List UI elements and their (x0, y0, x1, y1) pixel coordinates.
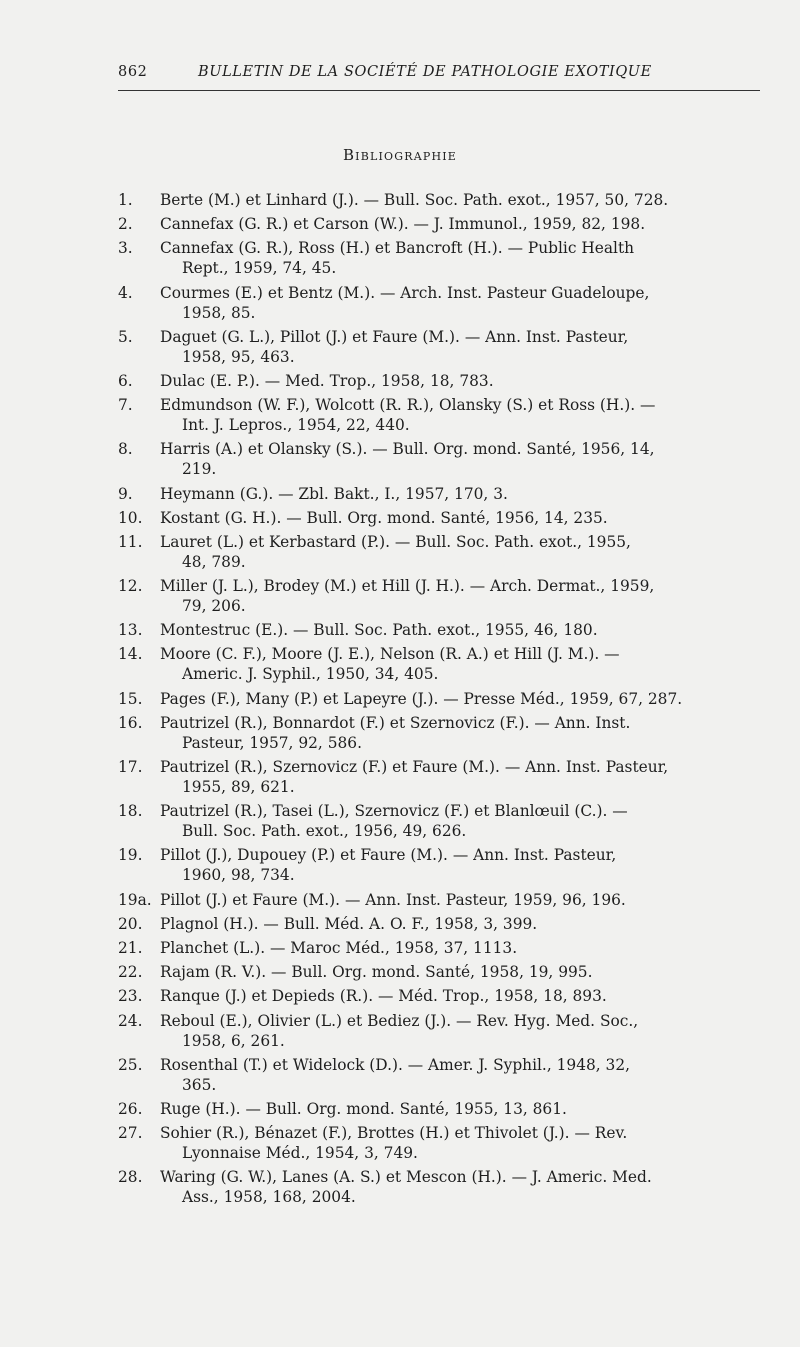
reference-item (118, 190, 758, 210)
reference-text-continued: 1958, 95, 463. (182, 347, 295, 366)
reference-text: Ranque (J.) et Depieds (R.). — Méd. Trop., 1958, 18, 893. (160, 987, 607, 1006)
reference-number: 19a. (118, 890, 152, 909)
reference-item (118, 1055, 758, 1095)
reference-item (118, 283, 758, 323)
reference-item (118, 508, 758, 528)
reference-text-continued: Americ. J. Syphil., 1950, 34, 405. (182, 665, 439, 684)
reference-item (118, 620, 758, 640)
reference-item (118, 1167, 758, 1207)
reference-number: 9. (118, 484, 133, 503)
reference-item (118, 395, 758, 435)
reference-text: Pautrizel (R.), Szernovicz (F.) et Faure (M.). — Ann. Inst. Pasteur, (160, 758, 669, 776)
reference-item (118, 1099, 758, 1119)
reference-item (118, 890, 758, 910)
reference-text: Waring (G. W.), Lanes (A. S.) et Mescon (H.). — J. Americ. Med. (160, 1168, 652, 1187)
reference-text: Moore (C. F.), Moore (J. E.), Nelson (R. A.) et Hill (J. M.). — (160, 645, 620, 664)
reference-item (118, 576, 758, 616)
reference-number: 14. (118, 645, 143, 664)
reference-number: 26. (118, 1099, 143, 1118)
reference-text: Pillot (J.), Dupouey (P.) et Faure (M.). — Ann. Inst. Pasteur, (160, 846, 617, 865)
reference-text: Dulac (E. P.). — Med. Trop., 1958, 18, 783. (160, 371, 494, 390)
reference-number: 23. (118, 987, 143, 1006)
reference-text: Rajam (R. V.). — Bull. Org. mond. Santé, 1958, 19, 995. (160, 963, 593, 982)
reference-text: Daguet (G. L.), Pillot (J.) et Faure (M.). — Ann. Inst. Pasteur, (160, 327, 629, 346)
reference-item (118, 371, 758, 391)
reference-text: Pautrizel (R.), Tasei (L.), Szernovicz (F.) et Blanlœuil (C.). — (160, 802, 628, 821)
reference-item (118, 845, 758, 885)
reference-number: 27. (118, 1124, 143, 1143)
reference-text: Lauret (L.) et Kerbastard (P.). — Bull. Soc. Path. exot., 1955, (160, 532, 631, 551)
reference-item (118, 914, 758, 934)
reference-number: 24. (118, 1011, 143, 1030)
reference-text: Plagnol (H.). — Bull. Méd. A. O. F., 1958, 3, 399. (160, 914, 538, 933)
reference-text: Pages (F.), Many (P.) et Lapeyre (J.). — Presse Méd., 1959, 67, 287. (160, 689, 683, 708)
reference-text: Edmundson (W. F.), Wolcott (R. R.), Olansky (S.) et Ross (H.). — (160, 396, 656, 415)
reference-text: Cannefax (G. R.) et Carson (W.). — J. Immunol., 1959, 82, 198. (160, 215, 646, 234)
reference-text: Cannefax (G. R.), Ross (H.) et Bancroft (H.). — Public Health (160, 239, 635, 258)
reference-text: Planchet (L.). — Maroc Méd., 1958, 37, 1113. (160, 938, 518, 957)
section-title: Bibliographie (342, 146, 458, 164)
reference-text: Courmes (E.) et Bentz (M.). — Arch. Inst. Pasteur Guadeloupe, (160, 283, 650, 302)
reference-item (118, 801, 758, 841)
reference-text-continued: 1958, 6, 261. (182, 1031, 285, 1050)
reference-text-continued: 219. (182, 460, 217, 479)
reference-number: 3. (118, 239, 133, 258)
reference-text-continued: Rept., 1959, 74, 45. (182, 259, 337, 278)
reference-number: 12. (118, 577, 143, 596)
reference-item (118, 484, 758, 504)
reference-number: 25. (118, 1055, 143, 1074)
reference-text: Miller (J. L.), Brodey (M.) et Hill (J. H.). — Arch. Dermat., 1959, (160, 577, 655, 596)
reference-text-continued: Lyonnaise Méd., 1954, 3, 749. (182, 1144, 418, 1163)
reference-text-continued: 1958, 85. (182, 303, 256, 322)
reference-text-continued: Int. J. Lepros., 1954, 22, 440. (182, 416, 410, 435)
reference-list (118, 190, 758, 1211)
running-title: BULLETIN DE LA SOCIÉTÉ DE PATHOLOGIE EXOTIQUE (198, 64, 652, 80)
reference-number: 6. (118, 371, 133, 390)
reference-number: 17. (118, 758, 143, 776)
reference-text-continued: 48, 789. (182, 552, 246, 571)
reference-item (118, 644, 758, 684)
reference-text: Rosenthal (T.) et Widelock (D.). — Amer. J. Syphil., 1948, 32, (160, 1055, 631, 1074)
page-number: 862 (118, 64, 148, 80)
reference-item (118, 439, 758, 479)
reference-number: 1. (118, 191, 133, 209)
reference-number: 16. (118, 713, 143, 732)
reference-text: Ruge (H.). — Bull. Org. mond. Santé, 1955, 13, 861. (160, 1099, 567, 1118)
reference-item (118, 689, 758, 709)
reference-item (118, 757, 758, 797)
reference-number: 10. (118, 508, 143, 527)
reference-number: 2. (118, 215, 133, 234)
reference-item (118, 938, 758, 958)
reference-item (118, 1011, 758, 1051)
reference-text-continued: Ass., 1958, 168, 2004. (182, 1188, 356, 1207)
reference-text: Berte (M.) et Linhard (J.). — Bull. Soc. Path. exot., 1957, 50, 728. (160, 191, 669, 209)
reference-number: 4. (118, 283, 133, 302)
reference-number: 11. (118, 532, 143, 551)
reference-text-continued: 365. (182, 1075, 217, 1094)
reference-text: Reboul (E.), Olivier (L.) et Bediez (J.). — Rev. Hyg. Med. Soc., (160, 1011, 639, 1030)
reference-item (118, 1123, 758, 1163)
reference-number: 18. (118, 802, 143, 821)
reference-number: 5. (118, 327, 133, 346)
reference-number: 19. (118, 846, 143, 865)
reference-text: Kostant (G. H.). — Bull. Org. mond. Santé, 1956, 14, 235. (160, 508, 608, 527)
reference-item (118, 986, 758, 1006)
reference-number: 22. (118, 963, 143, 982)
reference-number: 28. (118, 1168, 143, 1187)
reference-text-continued: 79, 206. (182, 597, 246, 616)
reference-text-continued: Bull. Soc. Path. exot., 1956, 49, 626. (182, 822, 467, 841)
reference-item (118, 238, 758, 278)
reference-text: Pillot (J.) et Faure (M.). — Ann. Inst. Pasteur, 1959, 96, 196. (160, 890, 626, 909)
reference-number: 8. (118, 440, 133, 459)
reference-text: Montestruc (E.). — Bull. Soc. Path. exot., 1955, 46, 180. (160, 621, 598, 640)
reference-number: 15. (118, 689, 143, 708)
reference-text: Harris (A.) et Olansky (S.). — Bull. Org. mond. Santé, 1956, 14, (160, 440, 655, 459)
reference-item (118, 532, 758, 572)
reference-number: 7. (118, 396, 133, 415)
reference-item (118, 327, 758, 367)
header-rule (118, 90, 760, 91)
reference-number: 21. (118, 938, 143, 957)
reference-text-continued: Pasteur, 1957, 92, 586. (182, 733, 362, 752)
reference-item (118, 214, 758, 234)
reference-text: Sohier (R.), Bénazet (F.), Brottes (H.) et Thivolet (J.). — Rev. (160, 1124, 628, 1143)
reference-text-continued: 1955, 89, 621. (182, 778, 295, 796)
reference-text: Pautrizel (R.), Bonnardot (F.) et Szernovicz (F.). — Ann. Inst. (160, 713, 631, 732)
reference-number: 20. (118, 914, 143, 933)
reference-text: Heymann (G.). — Zbl. Bakt., I., 1957, 170, 3. (160, 484, 508, 503)
reference-item (118, 962, 758, 982)
reference-text-continued: 1960, 98, 734. (182, 866, 295, 885)
reference-item (118, 713, 758, 753)
reference-number: 13. (118, 621, 143, 640)
